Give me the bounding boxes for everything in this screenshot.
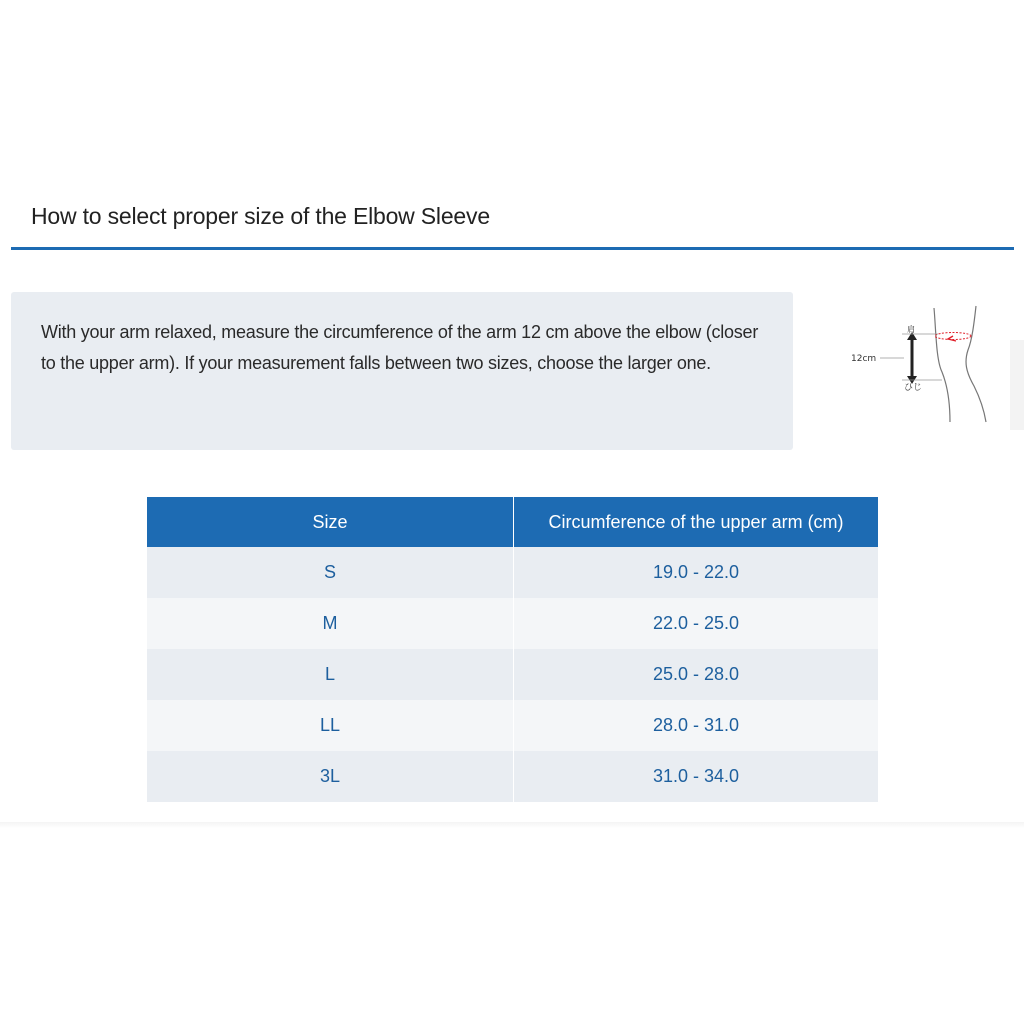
diagram-background (1010, 340, 1024, 430)
size-table (147, 497, 878, 802)
shoulder-label: 肩 (907, 325, 915, 334)
table-row (147, 700, 878, 751)
range-cell: 25.0 - 28.0 (514, 649, 879, 700)
table-row (147, 649, 878, 700)
section-title: How to select proper size of the Elbow Sleeve (31, 203, 490, 229)
header-circumference: Circumference of the upper arm (cm) (514, 497, 879, 547)
range-cell: 31.0 - 34.0 (514, 751, 879, 802)
elbow-label: ひじ (904, 383, 923, 393)
range-cell: 22.0 - 25.0 (514, 598, 879, 649)
header-size: Size (147, 497, 514, 547)
distance-label: 12cm (851, 354, 877, 364)
instruction-text: With your arm relaxed, measure the circumference of the arm 12 cm above the elbow (closer to the upper arm). If your measurement falls between two sizes, choose the larger one. (41, 322, 759, 373)
range-cell: 28.0 - 31.0 (514, 700, 879, 751)
instruction-box (11, 292, 793, 450)
table-header-row (147, 497, 878, 547)
arm-measurement-diagram (846, 300, 996, 430)
size-cell: S (147, 547, 514, 598)
range-cell: 19.0 - 22.0 (514, 547, 879, 598)
size-cell: LL (147, 700, 514, 751)
measurement-arrow (948, 336, 956, 341)
arm-outline-inner (966, 306, 986, 422)
size-cell: M (147, 598, 514, 649)
size-cell: L (147, 649, 514, 700)
bottom-divider (0, 822, 1024, 828)
title-divider (11, 247, 1014, 250)
table-row (147, 547, 878, 598)
table-row (147, 751, 878, 802)
size-cell: 3L (147, 751, 514, 802)
table-row (147, 598, 878, 649)
arm-outline (934, 308, 950, 422)
